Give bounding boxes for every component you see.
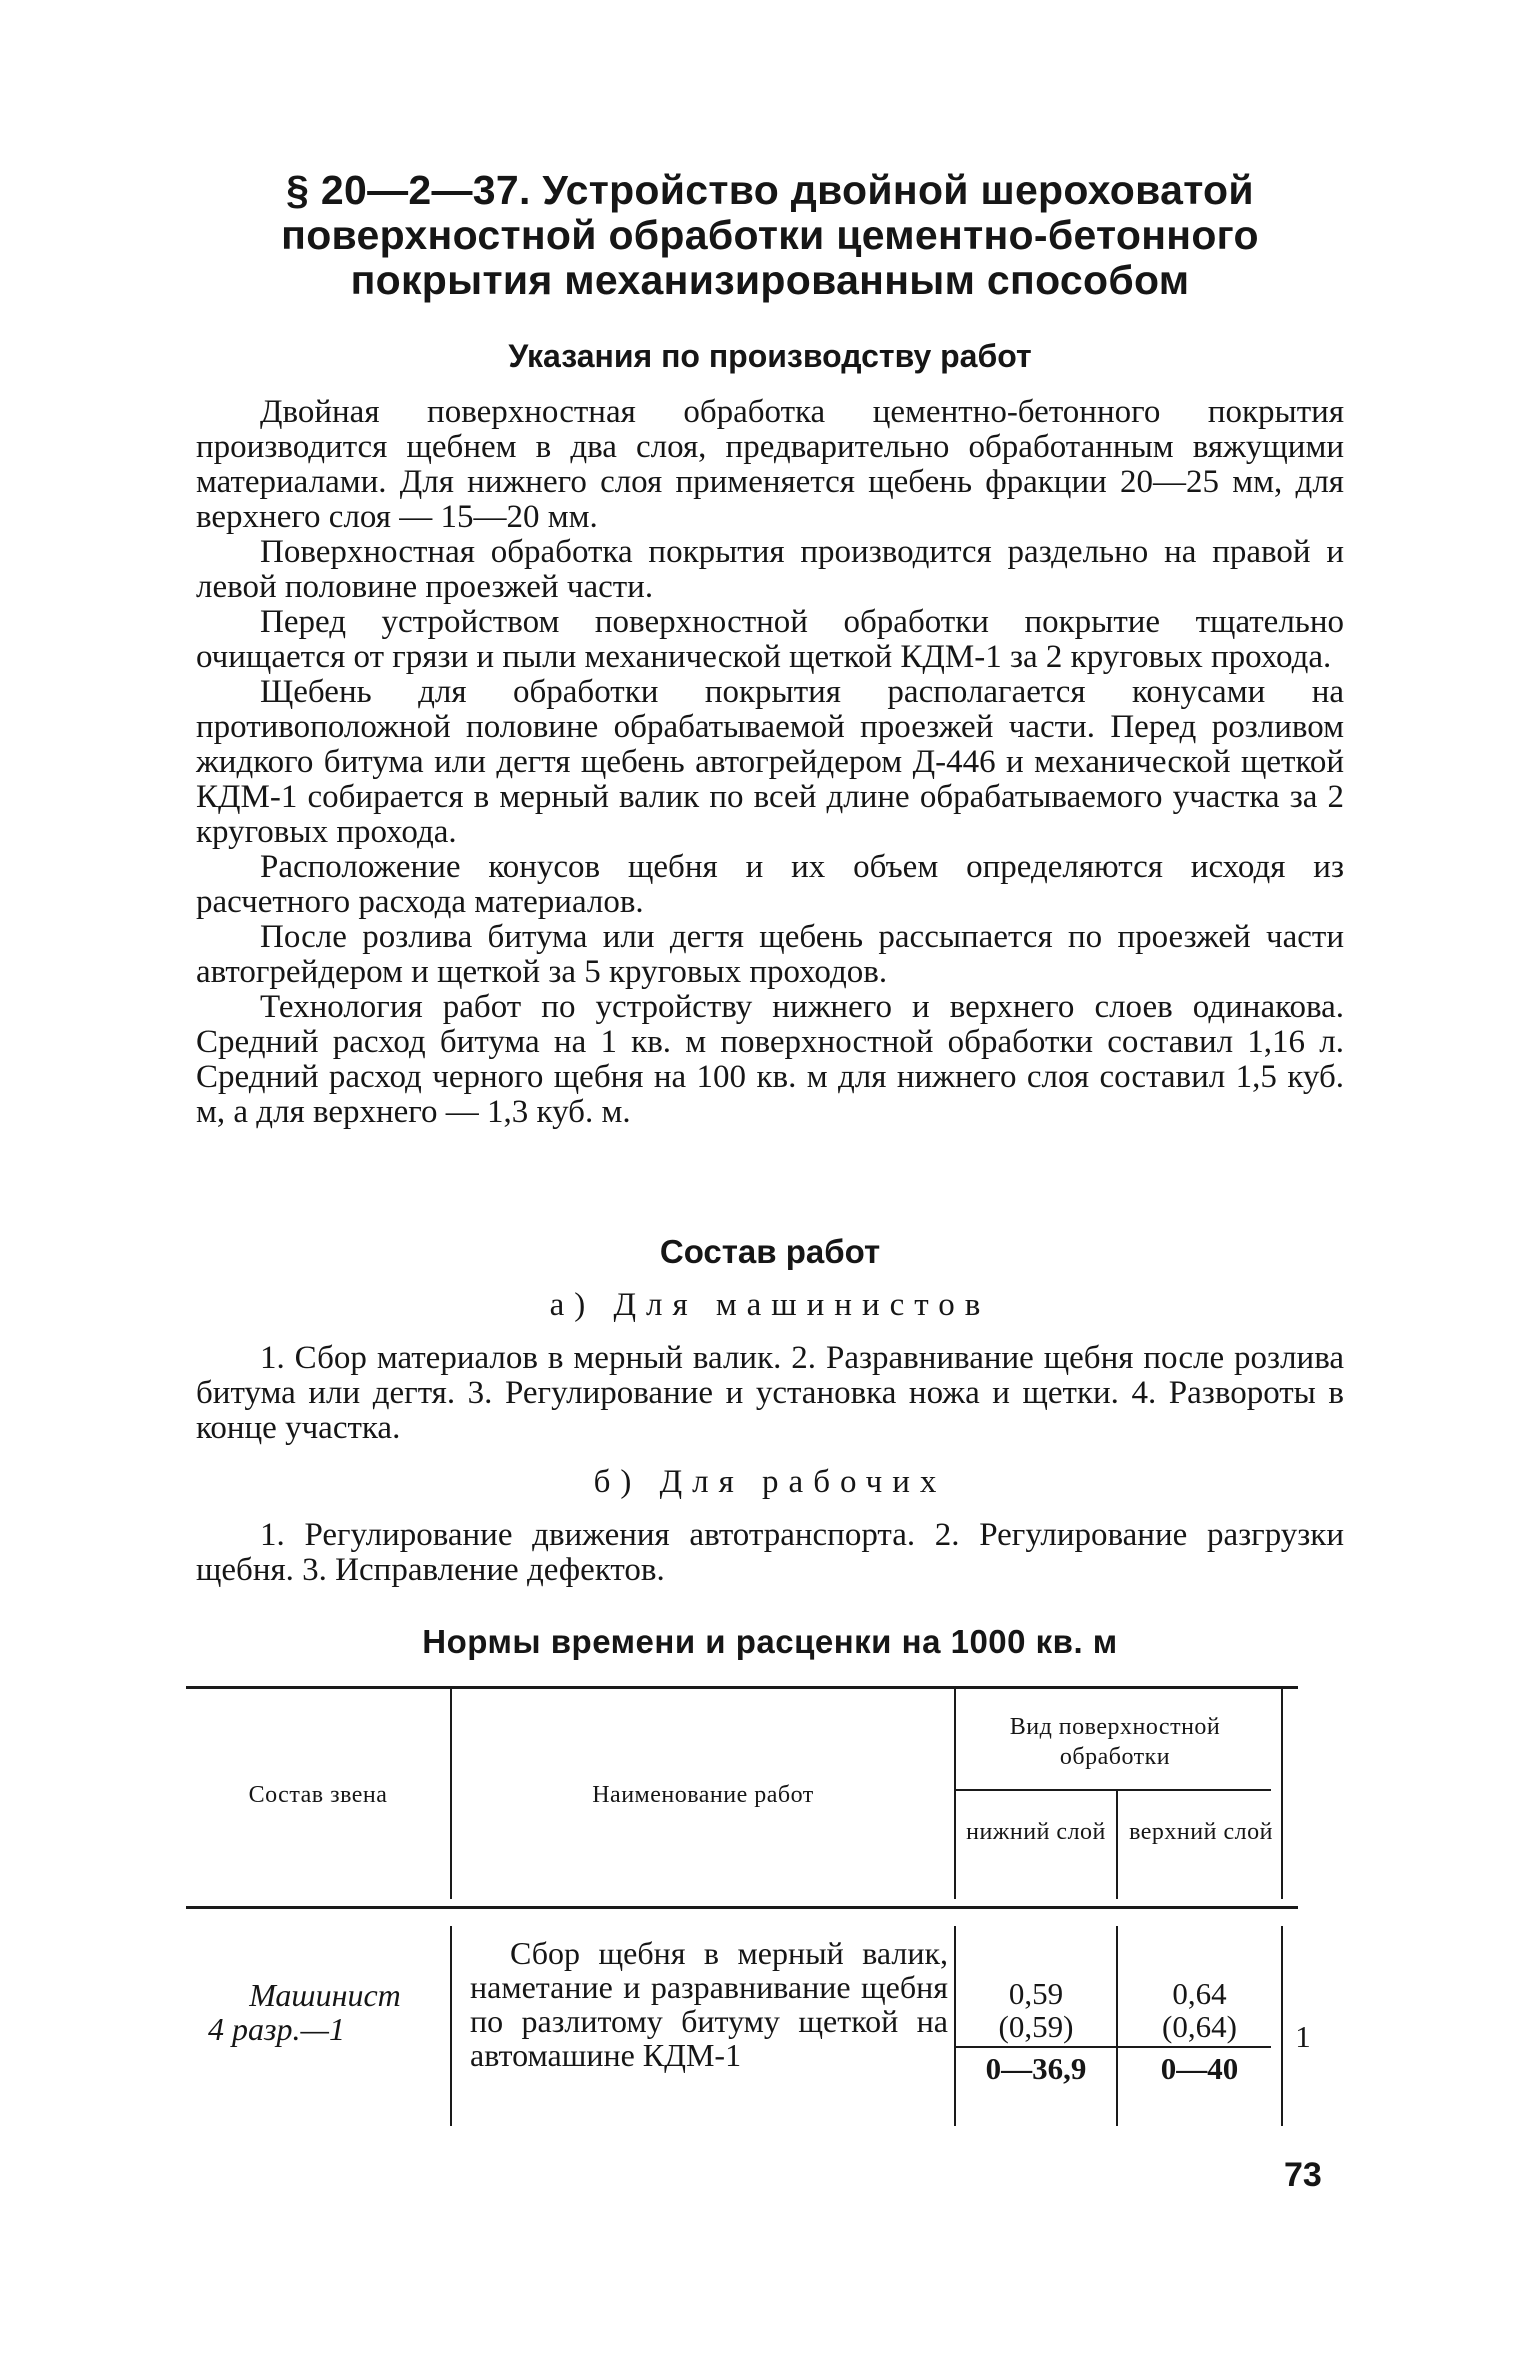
paragraph: Поверхностная обработка покрытия производится раздельно на правой и левой половине проезжей части.	[196, 534, 1344, 605]
crew-grade: 4 разр.—1	[208, 2011, 345, 2047]
section-title-line: § 20—2—37. Устройство двойной шероховатой	[286, 167, 1254, 213]
section-title-line: поверхностной обработки цементно-бетонного	[281, 212, 1259, 258]
lower-rate: 0—36,9	[985, 2051, 1087, 2086]
upper-rate: 0—40	[1160, 2051, 1239, 2086]
paragraph: После розлива битума или дегтя щебень рассыпается по проезжей части автогрейдером и щеткой за 5 круговых проходов.	[196, 919, 1344, 990]
machinists-heading: а) Для машинистов	[549, 1287, 991, 1323]
header-surface-type: Вид поверхностной обработки	[1009, 1714, 1221, 1770]
table-header-bottom-rule	[186, 1906, 1298, 1909]
upper-norm-alt: (0,64)	[1162, 2009, 1237, 2044]
header-upper-layer: верхний слой	[1129, 1819, 1273, 1845]
lower-norm-alt: (0,59)	[998, 2009, 1074, 2044]
lower-norm: 0,59	[1008, 1976, 1064, 2011]
table-rate-rule	[954, 2046, 1271, 2048]
table-vrule	[1281, 1689, 1283, 1899]
paragraph: Двойная поверхностная обработка цементно-бетонного покрытия производится щебнем в два слоя, предварительно обработанным вяжущими материалами. Для нижнего слоя применяется щебень фракции 20—25 мм, для верхнего слоя — 15—20 мм.	[196, 394, 1344, 535]
paragraph: 1. Сбор материалов в мерный валик. 2. Разравнивание щебня после розлива битума или дегтя. 3. Регулирование и установка ножа и щетки. 4. Развороты в конце участка.	[196, 1340, 1344, 1446]
workers-tasks	[196, 1518, 1344, 1588]
upper-norm: 0,64	[1172, 1976, 1227, 2011]
table-vrule	[954, 1689, 956, 1899]
table-top-rule	[186, 1686, 1298, 1689]
machinists-tasks	[196, 1341, 1344, 1446]
table-vrule	[450, 1926, 452, 2126]
row-number: 1	[1295, 2019, 1311, 2054]
instructions-body	[196, 395, 1344, 1130]
header-lower-layer: нижний слой	[966, 1819, 1106, 1845]
table-vrule	[450, 1689, 452, 1899]
table-title: Нормы времени и расценки на 1000 кв. м	[422, 1623, 1118, 1660]
header-work-name: Наименование работ	[592, 1782, 814, 1808]
table-vrule	[1281, 1926, 1283, 2126]
table-subheader-rule	[954, 1789, 1271, 1791]
paragraph: 1. Регулирование движения автотранспорта. 2. Регулирование разгрузки щебня. 3. Исправление дефектов.	[196, 1517, 1344, 1588]
page-number: 73	[1284, 2156, 1322, 2194]
table-vrule	[1116, 1791, 1118, 1899]
paragraph: Щебень для обработки покрытия располагается конусами на противоположной половине обрабатываемой проезжей части. Перед розливом жидкого битума или дегтя щебень автогрейдером Д-446 и механической щеткой КДМ-1 собирается в мерный валик по всей длине обрабатываемого участка за 2 круговых прохода.	[196, 674, 1344, 850]
workers-heading: б) Для рабочих	[593, 1464, 947, 1500]
crew-cell	[200, 1978, 450, 2046]
paragraph: Расположение конусов щебня и их объем определяются исходя из расчетного расхода материалов.	[196, 849, 1344, 920]
paragraph: Технология работ по устройству нижнего и верхнего слоев одинакова. Средний расход битума на 1 кв. м поверхностной обработки составил 1,16 л. Средний расход черного щебня на 100 кв. м для нижнего слоя составил 1,5 куб. м, а для верхнего — 1,3 куб. м.	[196, 989, 1344, 1130]
composition-heading: Состав работ	[659, 1233, 881, 1270]
section-title	[190, 168, 1350, 303]
work-name-cell: Сбор щебня в мерный валик, наметание и разравнивание щебня по разлитому битуму щеткой на автомашине КДМ-1	[470, 1935, 948, 2073]
instructions-heading: Указания по производству работ	[508, 338, 1032, 374]
crew-role: Машинист	[249, 1977, 401, 2013]
paragraph: Перед устройством поверхностной обработки покрытие тщательно очищается от грязи и пыли механической щеткой КДМ-1 за 2 круговых прохода.	[196, 604, 1344, 675]
header-crew: Состав звена	[248, 1782, 388, 1808]
section-title-line: покрытия механизированным способом	[350, 257, 1190, 303]
